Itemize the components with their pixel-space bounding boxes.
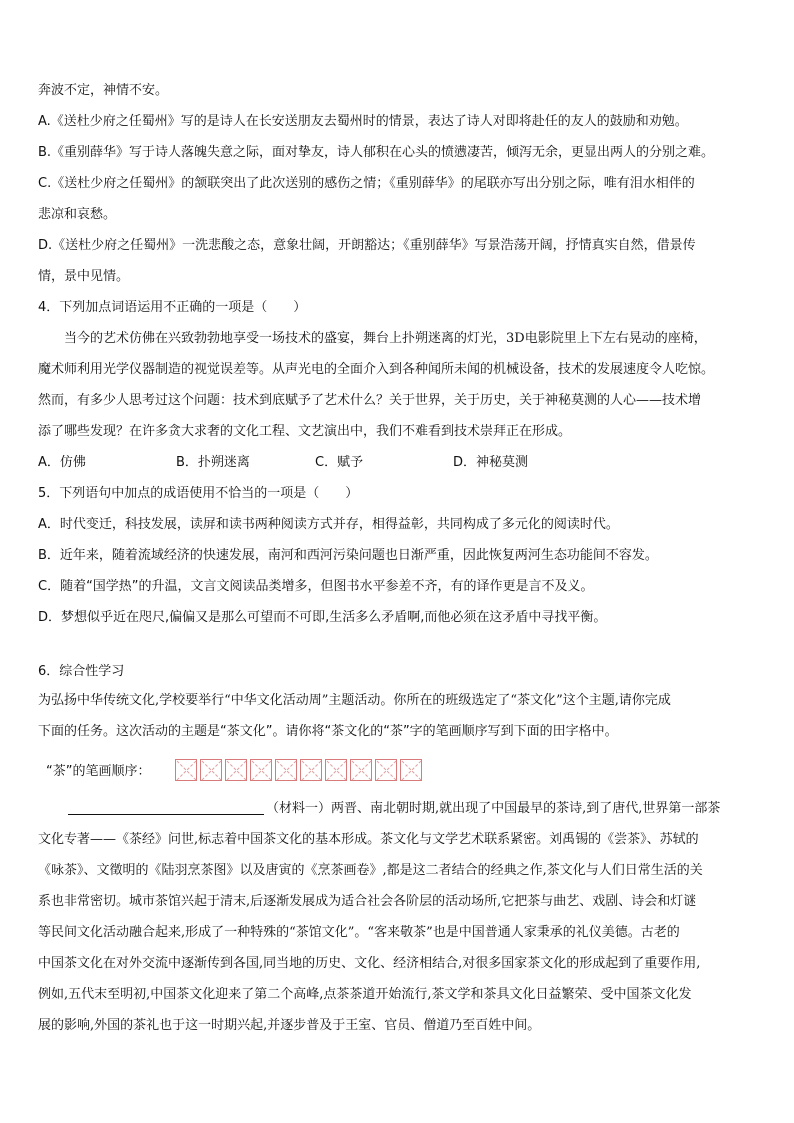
q4-option-b: B．扑朔迷离 <box>176 455 250 470</box>
q5-stem: 5．下列语句中加点的成语使用不恰当的一项是（ ） <box>38 486 359 501</box>
tianzige-cell[interactable] <box>250 759 272 781</box>
q5-option-c: C．随着“国学热”的升温，文言文阅读品类增多，但图书水平参差不齐，有的译作更是言不及义。 <box>38 579 594 594</box>
answer-blank[interactable] <box>68 800 264 815</box>
q4-passage-line1: 当今的艺术仿佛在兴致勃勃地享受一场技术的盛宴，舞台上扑朔迷离的灯光，3D电影院里上下左右晃动的座椅， <box>64 331 707 346</box>
tianzige-cell[interactable] <box>400 759 422 781</box>
q4-stem: 4．下列加点词语运用不正确的一项是（ ） <box>38 300 307 315</box>
material-line6: 中国茶文化在对外交流中逐渐传到各国,同当地的历史、文化、经济相结合,对很多国家茶文化的形成起到了重要作用, <box>38 956 701 971</box>
q6-stem: 6．综合性学习 <box>38 664 125 679</box>
tianzige-cell[interactable] <box>275 759 297 781</box>
q4-option-d: D．神秘莫测 <box>453 455 529 470</box>
material-line2: 文化专著——《茶经》问世,标志着中国茶文化的基本形成。茶文化与文学艺术联系紧密。刘禹锡的《尝茶》、苏轼的 <box>38 832 699 847</box>
q3-continuation: 奔波不定，神情不安。 <box>38 83 169 98</box>
material-line5: 等民间文化活动融合起来,形成了一种特殊的“茶馆文化”。“客来敬茶”也是中国普通人家秉承的礼仪美德。古老的 <box>38 925 680 940</box>
material-first-line <box>38 800 760 818</box>
q4-option-c: C．赋予 <box>315 455 364 470</box>
material-one-tail: （材料一）两晋、南北朝时期,就出现了中国最早的茶诗,到了唐代,世界第一部茶 <box>266 801 721 816</box>
q3-option-c-line1: C.《送杜少府之任蜀州》的颔联突出了此次送别的感伤之情；《重别薛华》的尾联亦写出分别之际，唯有泪水相伴的 <box>38 176 695 191</box>
tianzige-cell[interactable] <box>175 759 197 781</box>
q3-option-d-line2: 情，景中见情。 <box>38 269 130 284</box>
q4-passage-line3: 然而，有多少人思考过这个问题：技术到底赋予了艺术什么？关于世界，关于历史，关于神秘莫测的人心——技术增 <box>38 393 702 408</box>
material-line4: 系也非常密切。城市茶馆兴起于清末,后逐渐发展成为适合社会各阶层的活动场所,它把茶与曲艺、戏剧、诗会和灯谜 <box>38 894 697 909</box>
material-line8: 展的影响,外国的茶礼也于这一时期兴起,并逐步普及于王室、官员、僧道乃至百姓中间。 <box>38 1018 541 1033</box>
tianzige-grid <box>175 759 425 783</box>
q5-option-d: D．梦想似乎近在咫尺,偏偏又是那么可望而不可即,生活多么矛盾啊,而他必须在这矛盾中寻找平衡。 <box>38 610 607 625</box>
material-line7: 例如,五代末至明初,中国茶文化迎来了第二个高峰,点茶茶道开始流行,茶文学和茶具文化日益繁荣、受中国茶文化发 <box>38 987 692 1002</box>
q6-intro-line2: 下面的任务。这次活动的主题是“茶文化”。请你将“茶文化的“茶”字的笔画顺序写到下面的田字格中。 <box>38 724 618 739</box>
tianzige-cell[interactable] <box>375 759 397 781</box>
tianzige-cell[interactable] <box>200 759 222 781</box>
q3-option-d-line1: D.《送杜少府之任蜀州》一洗悲酸之态，意象壮阔，开朗豁达；《重别薛华》写景浩荡开阔，抒情真实自然，借景传 <box>38 238 696 253</box>
q3-option-b: B.《重别薛华》写于诗人落魄失意之际，面对挚友，诗人郁积在心头的愤懑凄苦，倾泻无余，更显出两人的分别之难。 <box>38 145 715 160</box>
tianzige-cell[interactable] <box>300 759 322 781</box>
q3-option-c-line2: 悲凉和哀愁。 <box>38 207 117 222</box>
q5-option-b: B．近年来，随着流域经济的快速发展，南河和西河污染问题也日渐严重，因此恢复两河生态功能间不容发。 <box>38 548 658 563</box>
q5-option-a: A．时代变迁，科技发展，读屏和读书两种阅读方式并存，相得益彰，共同构成了多元化的阅读时代。 <box>38 517 619 532</box>
stroke-order-label: “茶”的笔画顺序： <box>46 764 151 779</box>
tianzige-cell[interactable] <box>325 759 347 781</box>
q3-option-a: A.《送杜少府之任蜀州》写的是诗人在长安送朋友去蜀州时的情景，表达了诗人对即将赴任的友人的鼓励和劝勉。 <box>38 114 688 129</box>
q6-intro-line1: 为弘扬中华传统文化,学校要举行“中华文化活动周”主题活动。你所在的班级选定了“茶文化”这个主题,请你完成 <box>38 693 671 708</box>
q4-passage-line2: 魔术师利用光学仪器制造的视觉误差等。从声光电的全面介入到各种闻所未闻的机械设备，技术的发展速度令人吃惊。 <box>38 362 715 377</box>
q4-option-a: A．仿佛 <box>38 455 86 470</box>
tianzige-cell[interactable] <box>350 759 372 781</box>
material-line3: 《咏茶》、文徵明的《陆羽烹茶图》以及唐寅的《烹茶画卷》,都是这二者结合的经典之作,茶文化与人们日常生活的关 <box>38 863 703 878</box>
tianzige-cell[interactable] <box>225 759 247 781</box>
q4-passage-line4: 添了哪些发现？在许多贪大求奢的文化工程、文艺演出中，我们不难看到技术崇拜正在形成。 <box>38 424 572 439</box>
